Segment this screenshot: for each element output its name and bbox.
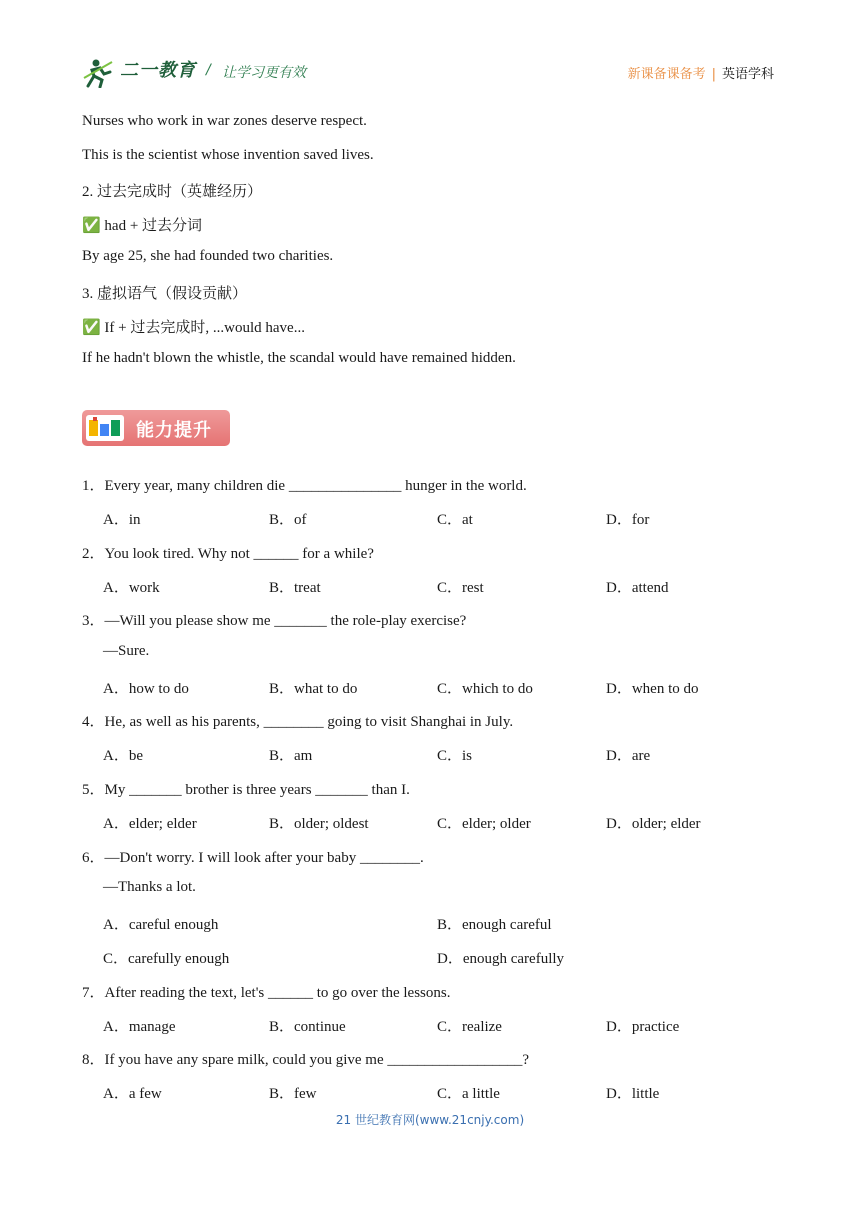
header-divider: | <box>711 67 716 82</box>
option-a[interactable]: A．in <box>103 512 141 528</box>
option-b[interactable]: B．of <box>269 512 307 528</box>
option-d[interactable]: D．little <box>606 1086 660 1102</box>
logo-text: 二一教育 <box>120 60 196 81</box>
question-text: If you have any spare milk, could you give me __________________? <box>104 1052 530 1068</box>
question-number: 3． <box>82 613 105 629</box>
option-a[interactable]: A．be <box>103 748 143 764</box>
question-text: He, as well as his parents, ________ going to visit Shanghai in July. <box>104 714 514 730</box>
question-stem <box>82 609 466 630</box>
option-b[interactable]: B．continue <box>269 1019 346 1035</box>
question-stem <box>82 474 527 495</box>
question-number: 5． <box>82 782 105 798</box>
question-number: 2． <box>82 546 105 562</box>
option-a[interactable]: A．how to do <box>103 681 189 697</box>
option-b[interactable]: B．am <box>269 748 313 764</box>
question-text: My _______ brother is three years _______ than I. <box>104 782 410 798</box>
option-d[interactable]: D．older; elder <box>606 816 701 832</box>
option-b[interactable]: B．few <box>269 1086 317 1102</box>
question-number: 8． <box>82 1052 105 1068</box>
option-b[interactable]: B．enough careful <box>437 917 552 933</box>
grammar-example: This is the scientist whose invention saved lives. <box>82 147 374 163</box>
option-a[interactable]: A．elder; elder <box>103 816 197 832</box>
option-c[interactable]: C．at <box>437 512 473 528</box>
header-subject-label: 英语学科 <box>721 67 774 82</box>
grammar-heading: 2. 过去完成时（英雄经历） <box>82 184 263 200</box>
banner-label: 能力提升 <box>136 420 212 441</box>
question-text: —Don't worry. I will look after your baby ________. <box>104 850 424 866</box>
dialogue-reply: —Thanks a lot. <box>103 879 196 895</box>
question-number: 7． <box>82 985 105 1001</box>
slogan-separator: / <box>206 62 211 78</box>
option-c[interactable]: C．a little <box>437 1086 500 1102</box>
question-stem <box>82 778 410 799</box>
blocks-icon <box>86 415 124 441</box>
dialogue-reply: —Sure. <box>103 643 150 659</box>
question-text: —Will you please show me _______ the role-play exercise? <box>104 613 467 629</box>
option-c[interactable]: C．elder; older <box>437 816 531 832</box>
option-d[interactable]: D．attend <box>606 580 669 596</box>
option-d[interactable]: D．practice <box>606 1019 680 1035</box>
page-footer[interactable]: 21 世纪教育网(www.21cnjy.com) <box>335 1113 525 1127</box>
option-d[interactable]: D．are <box>606 748 651 764</box>
option-c[interactable]: C．carefully enough <box>103 951 230 967</box>
header-course-label: 新课备课备考 <box>627 67 706 82</box>
question-text: You look tired. Why not ______ for a while? <box>104 546 374 562</box>
option-b[interactable]: B．what to do <box>269 681 358 697</box>
option-d[interactable]: D．for <box>606 512 650 528</box>
question-number: 4． <box>82 714 105 730</box>
grammar-formula: ✅ had + 过去分词 <box>82 218 203 234</box>
question-text: Every year, many children die _______________ hunger in the world. <box>104 478 527 494</box>
grammar-example: Nurses who work in war zones deserve respect. <box>82 113 367 129</box>
question-number: 6． <box>82 850 105 866</box>
option-d[interactable]: D．when to do <box>606 681 699 697</box>
grammar-formula: ✅ If + 过去完成时, ...would have... <box>82 320 305 336</box>
question-stem <box>82 846 424 867</box>
option-a[interactable]: A．work <box>103 580 160 596</box>
option-c[interactable]: C．which to do <box>437 681 533 697</box>
grammar-heading: 3. 虚拟语气（假设贡献） <box>82 286 248 302</box>
question-text: After reading the text, let's ______ to go over the lessons. <box>104 985 451 1001</box>
grammar-example: If he hadn't blown the whistle, the scandal would have remained hidden. <box>82 350 516 366</box>
option-a[interactable]: A．careful enough <box>103 917 219 933</box>
question-stem <box>82 542 374 563</box>
option-c[interactable]: C．rest <box>437 580 484 596</box>
option-a[interactable]: A．manage <box>103 1019 176 1035</box>
option-d[interactable]: D．enough carefully <box>437 951 565 967</box>
option-b[interactable]: B．treat <box>269 580 321 596</box>
option-b[interactable]: B．older; oldest <box>269 816 369 832</box>
page-header <box>82 52 774 92</box>
section-banner <box>82 410 232 448</box>
option-c[interactable]: C．realize <box>437 1019 502 1035</box>
question-stem <box>82 710 513 731</box>
slogan: 让学习更有效 <box>222 65 306 81</box>
question-stem <box>82 1048 529 1069</box>
option-a[interactable]: A．a few <box>103 1086 162 1102</box>
question-stem <box>82 981 450 1002</box>
grammar-example: By age 25, she had founded two charities. <box>82 248 334 264</box>
question-number: 1． <box>82 478 105 494</box>
option-c[interactable]: C．is <box>437 748 473 764</box>
header-subject <box>628 63 774 82</box>
